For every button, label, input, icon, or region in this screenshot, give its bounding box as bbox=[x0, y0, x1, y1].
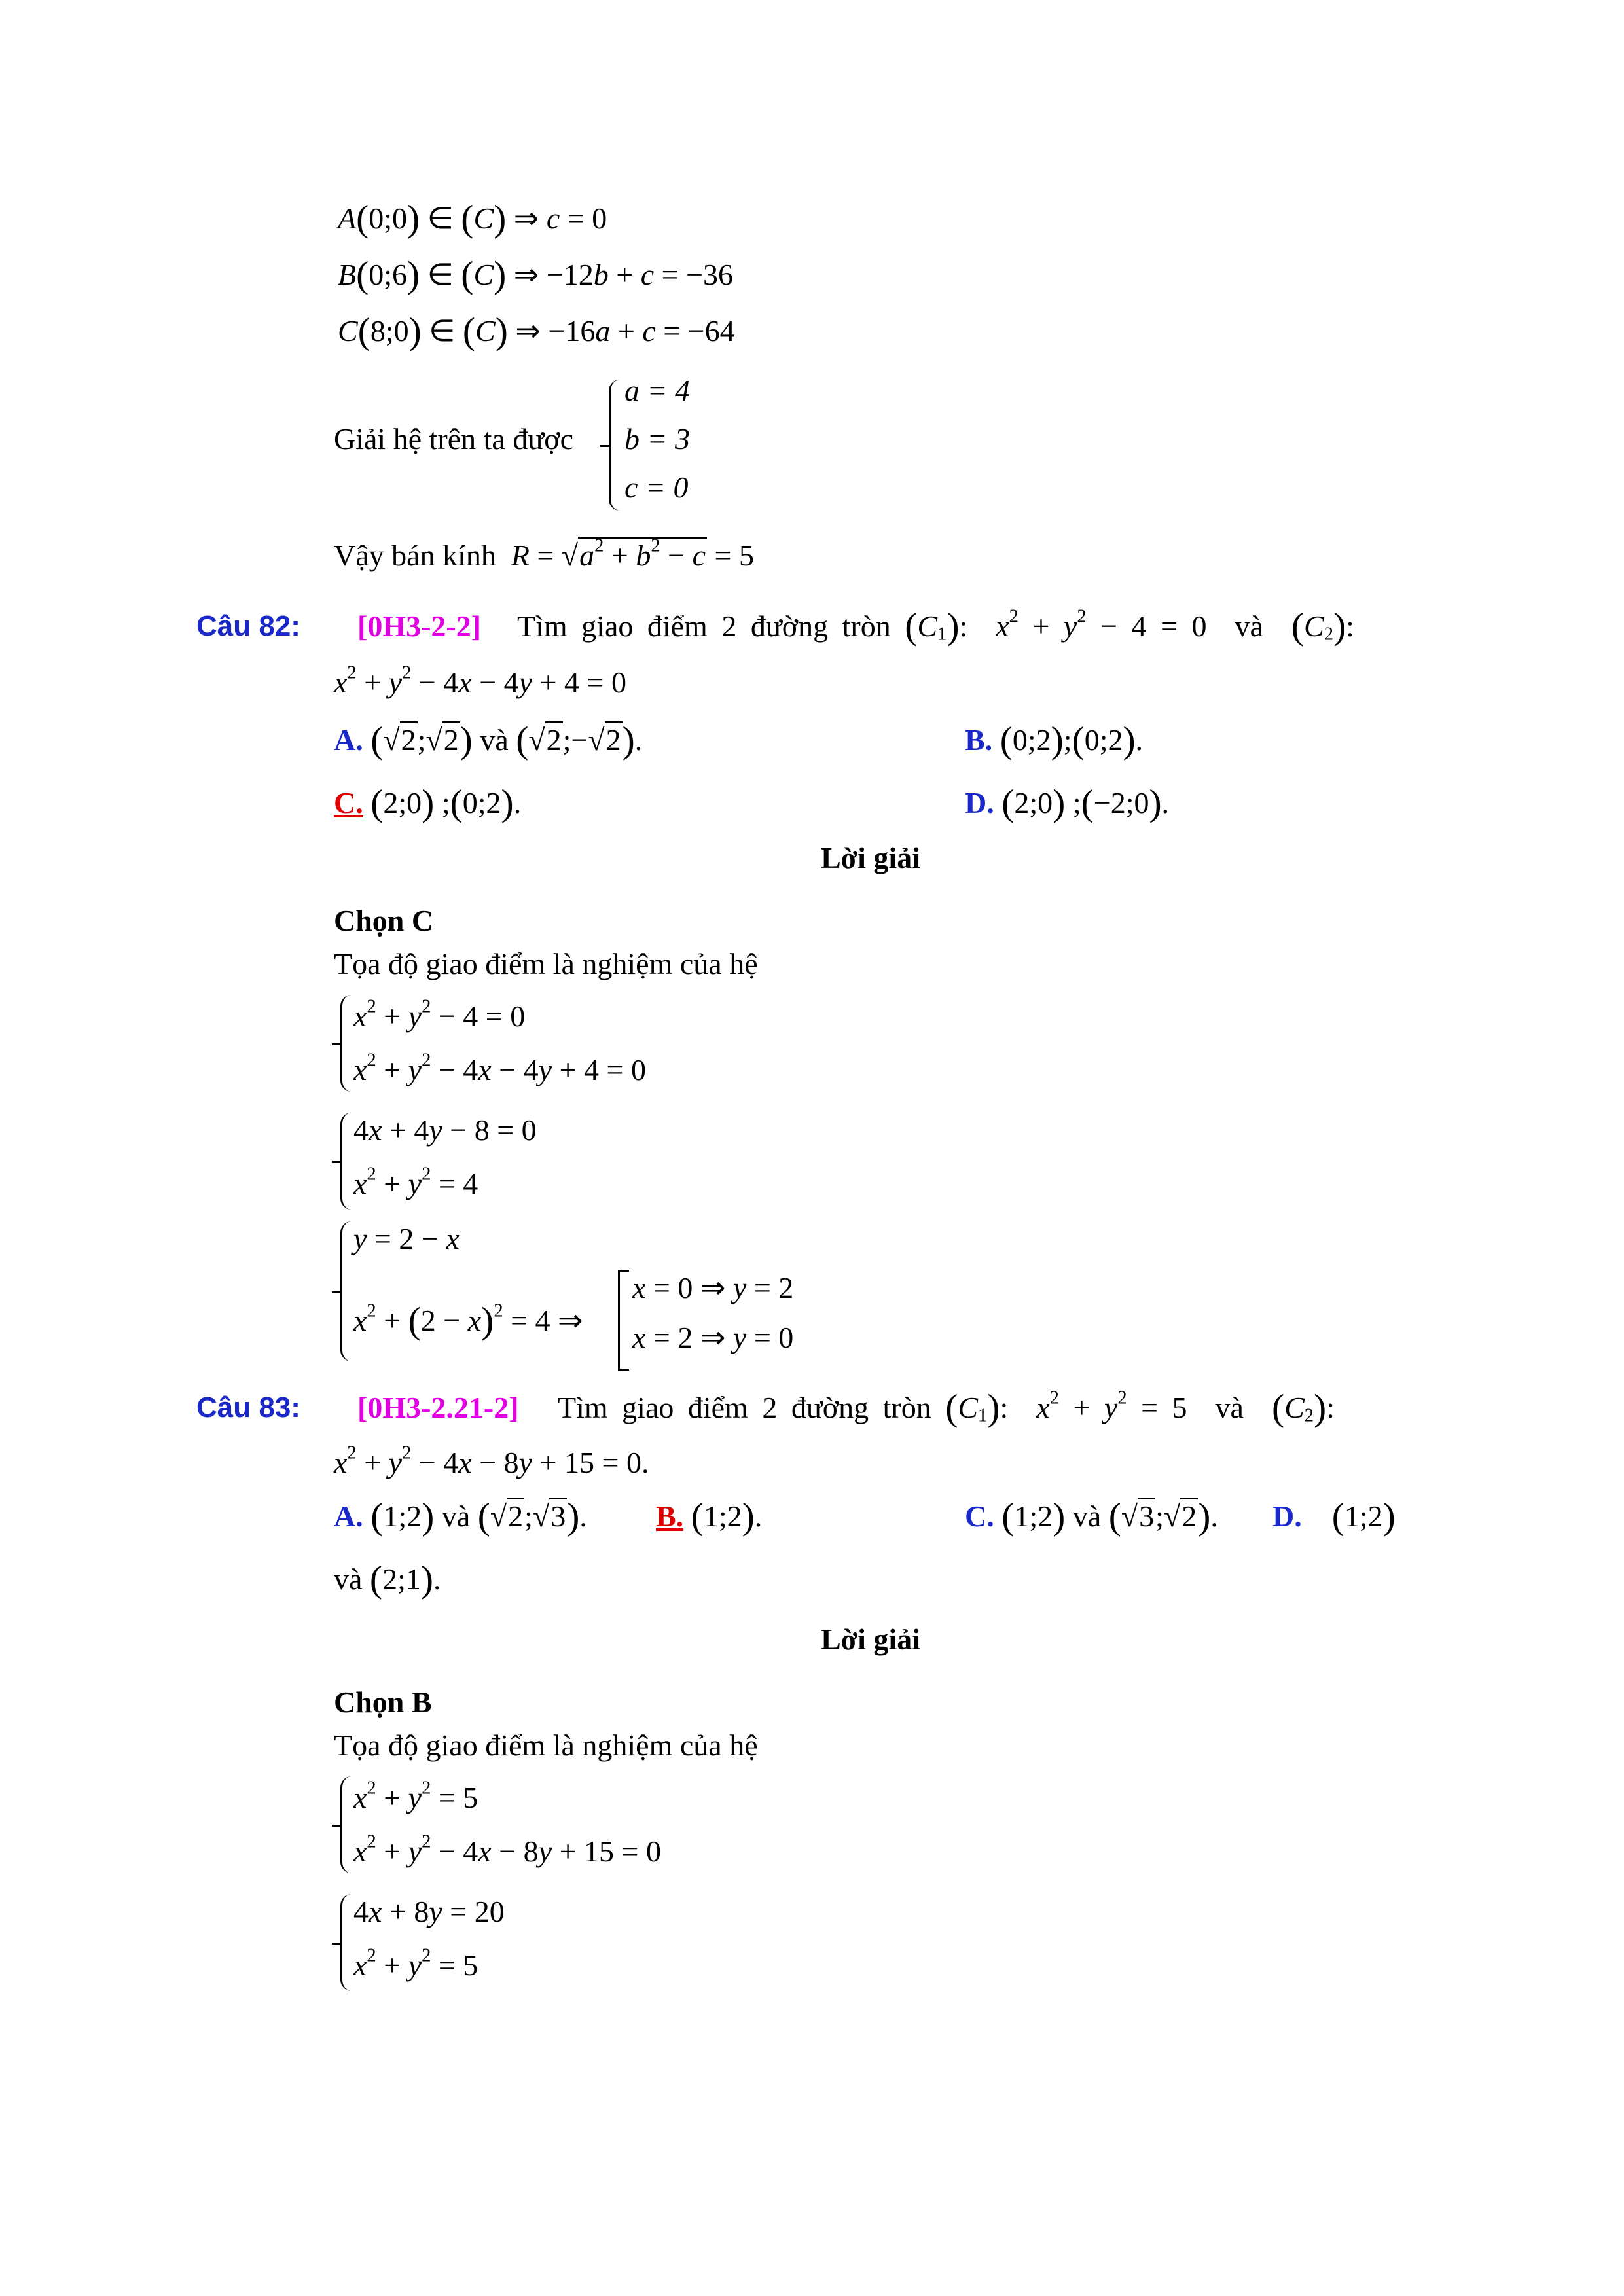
q83-label: Câu 83: bbox=[196, 1391, 300, 1424]
q82-cases-bracket bbox=[618, 1270, 629, 1371]
q82-sys3-brace bbox=[340, 1221, 352, 1361]
q82-label: Câu 82: bbox=[196, 610, 300, 642]
q82-option-d[interactable]: D. (2;0) ;(−2;0). bbox=[965, 782, 1170, 824]
q83-option-c[interactable]: C. (1;2) và (√3;√2). bbox=[965, 1496, 1218, 1537]
system-intro: Giải hệ trên ta được bbox=[334, 422, 574, 456]
q83-tag: [0H3-2.21-2] bbox=[357, 1391, 519, 1424]
q82-solution-title: Lời giải bbox=[821, 841, 920, 874]
q82-option-a[interactable]: A. (√2;√2) và (√2;−√2). bbox=[334, 719, 643, 761]
q82-option-c[interactable]: C. (2;0) ;(0;2). bbox=[334, 782, 522, 824]
q82-sys3-line1: y = 2 − x bbox=[353, 1222, 460, 1255]
eq-point-b: B(0;6) ∈ (C) ⇒ −12b + c = −36 bbox=[338, 254, 734, 296]
q83-intro: Tọa độ giao điểm là nghiệm của hệ bbox=[334, 1729, 758, 1762]
q82-sys2-brace bbox=[340, 1113, 352, 1210]
q82-text: Tìm giao điểm 2 đường tròn $(C_1)$: $x^2 + y^2 - 4 = 0$ và $(C_2)$: bbox=[517, 605, 1354, 647]
system-line-c: c = 0 bbox=[624, 471, 689, 504]
q82-sys1-line2: $x^2 + y^2 - 4x - 4y + 4 = 0$ bbox=[353, 1050, 646, 1086]
q82-choice: Chọn C bbox=[334, 904, 434, 937]
q83-text: Tìm giao điểm 2 đường tròn $(C_1)$: $x^2 + y^2 = 5$ và $(C_2)$: bbox=[558, 1387, 1335, 1429]
q83-sys2-line1: 4x + 8y = 20 bbox=[353, 1895, 505, 1928]
q82-sys2-line1: 4x + 4y − 8 = 0 bbox=[353, 1113, 537, 1147]
q82-sys1-brace bbox=[340, 995, 352, 1092]
q83-option-b[interactable]: B. (1;2). bbox=[656, 1496, 763, 1537]
q82-sys1-line1: $x^2 + y^2 - 4 = 0$ bbox=[353, 996, 526, 1033]
q83-text2: $x^2 + y^2 - 4x - 8y + 15 = 0$. bbox=[334, 1443, 649, 1479]
q83-sys2-line2: $x^2 + y^2 = 5$ bbox=[353, 1945, 478, 1982]
system-line-a: a = 4 bbox=[624, 374, 691, 407]
radius-intro: Vậy bán kính bbox=[334, 539, 496, 572]
system-line-b: b = 3 bbox=[624, 422, 691, 456]
q83-sys1-line2: $x^2 + y^2 - 4x - 8y + 15 = 0$ bbox=[353, 1831, 661, 1868]
eq-point-a: A(0;0) ∈ (C) ⇒ c = 0 bbox=[338, 198, 607, 240]
eq-point-c: C(8;0) ∈ (C) ⇒ −16a + c = −64 bbox=[338, 310, 735, 352]
q83-sys2-brace bbox=[340, 1894, 352, 1991]
q83-option-d[interactable]: D. (1;2) bbox=[1272, 1496, 1396, 1537]
q82-intro: Tọa độ giao điểm là nghiệm của hệ bbox=[334, 947, 758, 980]
q82-case1: x = 0 ⇒ y = 2 bbox=[632, 1271, 794, 1304]
radius-line: Vậy bán kính $R = √a^2 + b^2 - c = 5$ bbox=[334, 535, 754, 572]
q83-solution-title: Lời giải bbox=[821, 1623, 920, 1656]
system-brace bbox=[609, 380, 620, 511]
q83-sys1-line1: $x^2 + y^2 = 5$ bbox=[353, 1778, 478, 1814]
q83-sys1-brace bbox=[340, 1776, 352, 1873]
q82-option-b[interactable]: B. (0;2);(0;2). bbox=[965, 719, 1144, 761]
q83-option-a[interactable]: A. (1;2) và (√2;√3). bbox=[334, 1496, 587, 1537]
q82-text2: $x^2 + y^2 - 4x - 4y + 4 = 0$ bbox=[334, 662, 626, 699]
q82-case2: x = 2 ⇒ y = 0 bbox=[632, 1321, 794, 1354]
q83-option-d-cont: và (2;1). bbox=[334, 1558, 441, 1600]
q82-sys3-line2: $x^2 + (2 - x)^2 = 4$ ⇒ bbox=[353, 1300, 583, 1342]
q83-choice: Chọn B bbox=[334, 1685, 432, 1719]
q82-sys2-line2: $x^2 + y^2 = 4$ bbox=[353, 1164, 478, 1200]
q82-tag: [0H3-2-2] bbox=[357, 609, 482, 643]
